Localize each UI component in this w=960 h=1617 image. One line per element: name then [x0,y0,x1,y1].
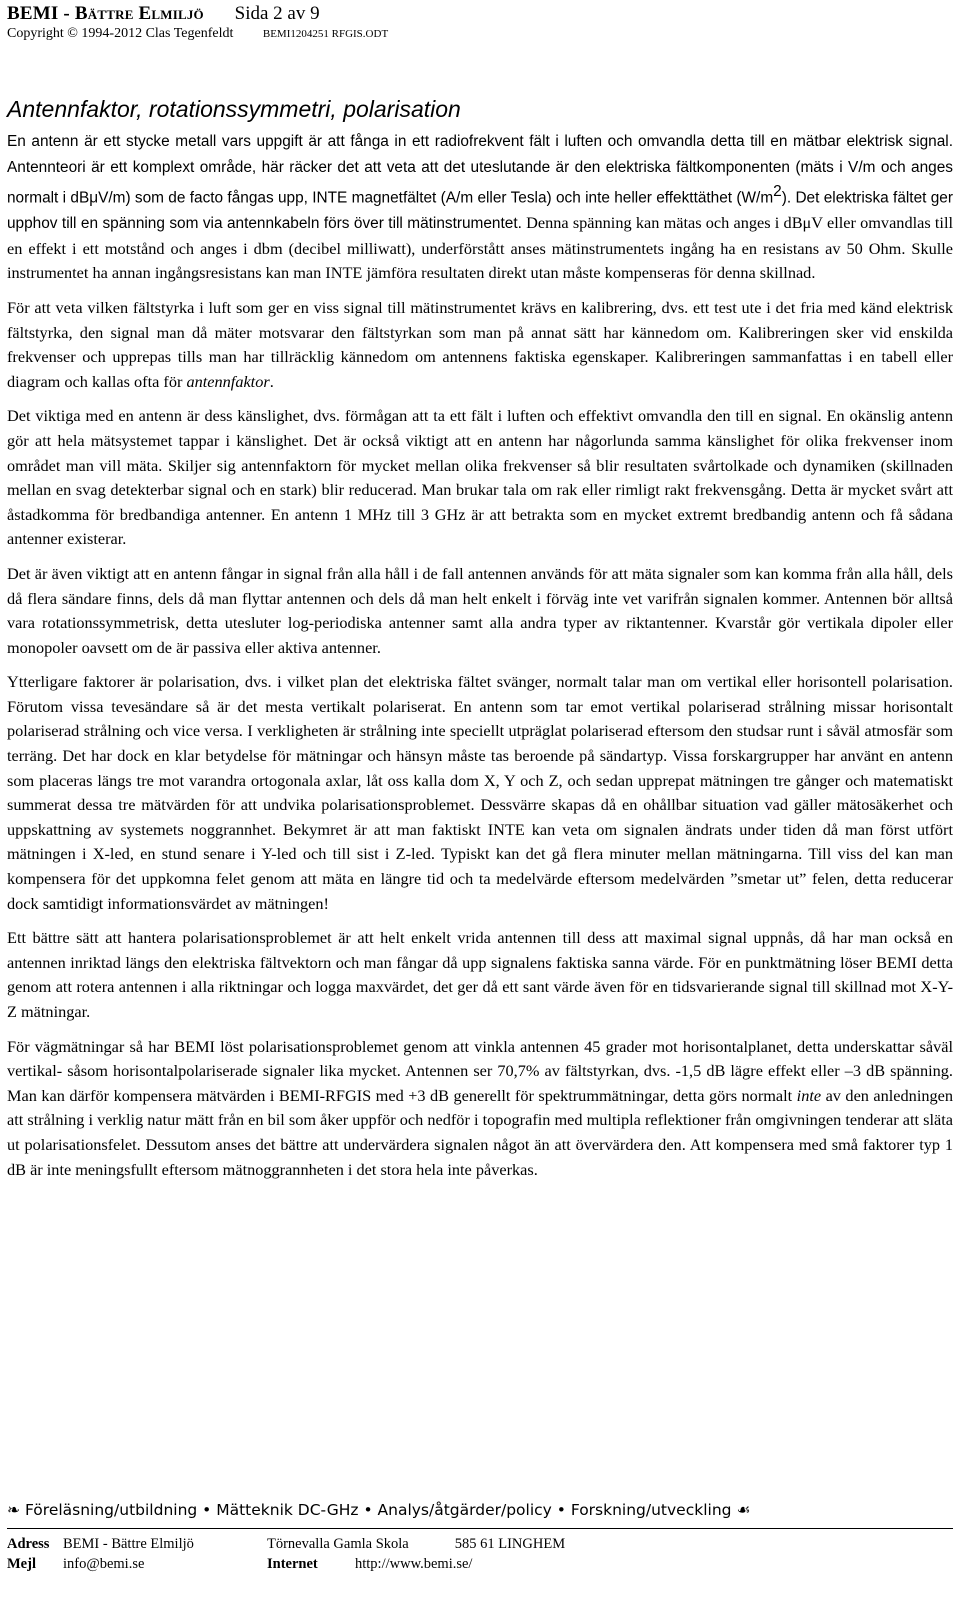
address-label: Adress [7,1536,50,1552]
copyright-text: Copyright © 1994-2012 Clas Tegenfeldt [7,26,234,41]
paragraph-intro-field: ). Det elektriska fältet ger upphov till en spänning som via antennkabeln förs över till mätinstrumentet. [7,189,953,233]
address-postal: 585 61 LINGHEM [454,1536,566,1552]
term-antennfaktor: antennfaktor [186,371,270,391]
mail-link[interactable]: info@bemi.se [63,1556,145,1572]
paragraph-calibration-end: . [269,371,274,391]
paragraph-intro-voltage: Denna spänning kan mätas och anges i dBμV eller omvandlas till en effekt i ett motstånd och anges i dbm (decibel milliwatt), underförstått anses mätinstrumentets ingång ha en resistans av 50 Ohm. Skulle instrumentet ha annan ingångsresistans kan man INTE jämföra resultaten direkt utan måste kompenseras för denna skillnad. [7,213,953,283]
footer-address-row [7,1536,565,1553]
paragraph-calibration [7,296,953,394]
body-text [7,129,953,1192]
address-street: Törnevalla Gamla Skola [267,1536,409,1552]
paragraph-intro-lead: En antenn är ett stycke metall vars uppgift är att fånga in ett radiofrekvent fält i luften och omvandla detta till en mätbar elektrisk signal. [7,133,953,150]
paragraph-rotation: Det är även viktigt att en antenn fångar in signal från alla håll i de fall antennen används för att mäta signaler som kan komma från alla håll, dels då flera sändare finns, dels då man flyttar antennen och dels då man helt enkelt i förväg inte vet varifrån signalen kommer. Antennen bör alltså vara rotationssymmetrisk, detta utesluter log-periodiska antenner samt alla andra typer av riktantenner. Kvarstår gör vertikala dipoler eller monopoler oavsett om de är passiva eller aktiva antenner. [7,563,953,657]
footer-divider [7,1528,953,1529]
internet-link[interactable]: http://www.bemi.se/ [355,1556,473,1572]
paragraph-polarisation: Ytterligare faktorer är polarisation, dvs. i vilket plan det elektriska fältet svänger, normalt talar man om vertikal eller horisontell polarisation. Förutom vissa tevesändare så är det mesta vertikalt polariserat. En antenn som tar emot vertikal polariserad strålning missar horisontalt polariserad strålning och vice versa. I verkligheten är strålning inte speciellt utpräglat polariserad eftersom den studsar runt i såväl atmosfär som terräng. Det har dock en klar betydelse för mätningar och hänsyn måste tas beroende på sändartyp. Vissa forskargrupper har använt en antenn som placeras längs tre mot varandra ortogonala axlar, låt oss kalla dom X, Y och Z, och sedan upprepat mätningen tre gånger och matematiskt summerat dessa tre mätvärden för att undvika polarisationsproblemet. Dessvärre skapas då en ohållbar situation vad gäller mätosäkerhet och uppskattning av systemets noggrannhet. Bekymret är att man faktiskt INTE kan veta om signalen ändrats under tiden då man först utfört mätningen i X-led, en stund senare i Y-led och till sist i Z-led. Typiskt kan det gå flera minuter mellan mätningarna. Till viss del kan man kompensera för det uppkomna felet genom att mäta en längre tid och ta medelvärde eftersom medelvärden ”smetar ut” felen, detta reducerar dock samtidigt informationsvärdet av mätningen! [7,672,953,913]
file-name: BEMI1204251 RFGIS.ODT [262,28,389,40]
paragraph-intro [7,129,953,286]
paragraph-road-end: av den anledningen att strålning i verklig natur mätt från en bil som åker uppför och nedför i topografin med multipla reflektioner från omgivningen tenderar att släta ut polarisationsfelet. Dessutom anses det bättre att undervärdera signalen något än att övervärdera den. Att kompensera med små faktorer typ 1 dB är inte meningsfullt eftersom mätnoggrannheten i det stora hela inte påverkas. [7,1085,953,1179]
page-header [7,3,320,25]
paragraph-sensitivity: Det viktiga med en antenn är dess känslighet, dvs. förmågan att ta ett fält i luften och effektivt omvandla den till en signal. En okänslig antenn gör att hela mätsystemet tappar i känslighet. Det är också viktigt att en antenn har någorlunda samma känslighet för olika frekvenser inom området man vill mäta. Skiljer sig antennfaktorn för mycket mellan olika frekvenser så blir resultaten svårtolkade och dynamiken (skillnaden mellan en svag detekterbar signal och en stark) blir reducerad. Man brukar tala om rak eller rimligt rakt frekvensgång. Detta är mycket svårt att åstadkomma för bredbandiga antenner. En antenn 1 MHz till 3 GHz är att betrakta som en mycket extremt bredbandig antenn och få sådana antenner existerar. [7,406,953,549]
header-copyright-line [7,26,388,42]
header-brand: BEMI - Bättre Elmiljö [7,3,204,24]
footer-services [7,1501,953,1519]
paragraph-better-method: Ett bättre sätt att hantera polarisationsproblemet är att helt enkelt vrida antennen till dess att maximal signal uppnås, då har man också en antennen inriktad längs den elektriska fältvektorn och man fångar då upp signalens faktiska sanna värde. För en punktmätning löser BEMI detta genom att rotera antennen i alla riktningar och logga maxvärdet, det ger då ett sant värde även för en tidsvarierande signal till skillnad mot X-Y-Z mätningar. [7,928,953,1022]
section-title: Antennfaktor, rotationssymmetri, polarisation [7,96,461,122]
paragraph-road-measurements [7,1035,953,1183]
paragraph-intro-theory: Antennteori är ett komplext område, här räcker det att veta att det uteslutande är den elektriska fältkomponenten (mäts i V/m och anges normalt i dBμV/m) som de facto fångas upp, INTE magnetfältet (A/m eller Tesla) och inte heller effekttäthet (W/m [7,158,953,207]
address-name: BEMI - Bättre Elmiljö [63,1536,194,1552]
mail-label: Mejl [7,1556,36,1572]
superscript-2: 2 [773,183,782,201]
ornament-right-icon: ☙ [736,1501,751,1519]
paragraph-road-text: För vägmätningar så har BEMI löst polarisationsproblemet genom att vinkla antennen 45 grader mot horisontalplanet, detta underskattar såväl vertikal- såsom horisontalpolariserade signaler lika mycket. Antennen ser 70,7% av fältstyrkan, dvs. -1,5 dB lägre effekt eller –3 dB spänning. Man kan därför kompensera mätvärden i BEMI-RFGIS med +3 dB generellt för spektrummätningar, detta görs normalt [7,1036,953,1105]
emphasis-inte: inte [796,1085,822,1105]
services-list: Föreläsning/utbildning • Mätteknik DC-GHz • Analys/åtgärder/policy • Forskning/utveckling [24,1501,732,1519]
paragraph-calibration-text: För att veta vilken fältstyrka i luft som ger en viss signal till mätinstrumentet krävs en kalibrering, dvs. ett test ute i det fria med känd elektrisk fältstyrka, den signal man då mäter motsvarar den fältstyrkan som man på annat sätt har kännedom om. Kalibreringen sker vid enskilda frekvenser och upprepas tills man har tillräcklig kännedom om antennens faktiska egenskaper. Kalibreringen sammanfattas i en tabell eller diagram och kallas ofta för [7,297,953,391]
ornament-left-icon: ❧ [7,1501,20,1519]
internet-label: Internet [267,1556,318,1572]
page-number: Sida 2 av 9 [234,3,320,24]
footer-contact-row [7,1556,472,1573]
